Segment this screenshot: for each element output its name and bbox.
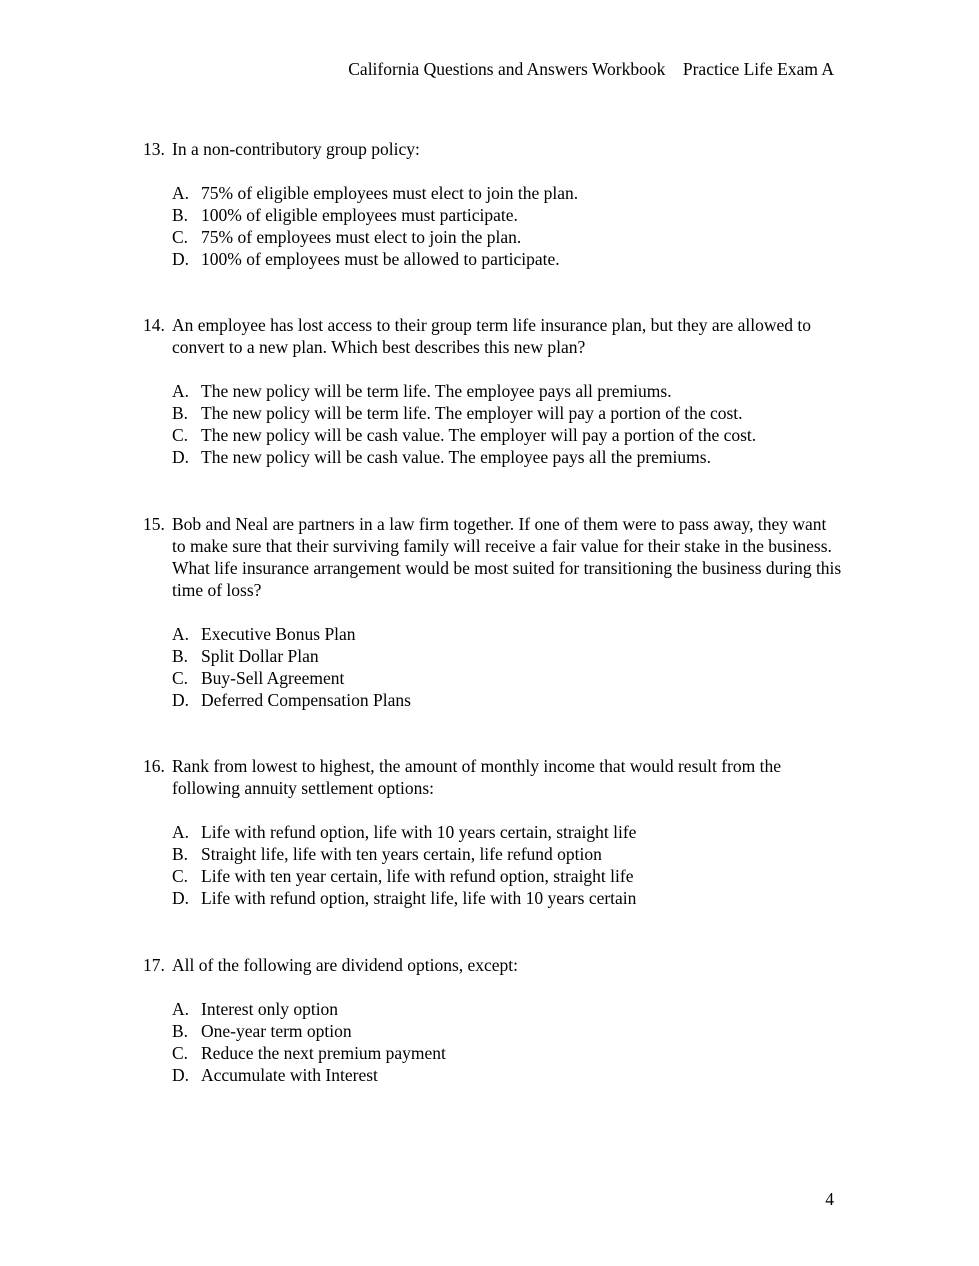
option-d — [172, 689, 843, 711]
option-c — [172, 865, 843, 887]
option-a — [172, 182, 843, 204]
option-letter: A. — [172, 381, 190, 401]
question-13 — [143, 138, 843, 270]
option-letter: D. — [172, 888, 190, 908]
question-text: All of the following are dividend options, except: — [172, 955, 519, 975]
question-stem — [143, 755, 843, 799]
page-number: 4 — [825, 1189, 834, 1209]
option-letter: A. — [172, 183, 190, 203]
option-letter: B. — [172, 1021, 189, 1041]
option-text: The new policy will be cash value. The employer will pay a portion of the cost. — [201, 425, 757, 445]
answer-options — [172, 623, 843, 711]
option-letter: D. — [172, 249, 190, 269]
option-letter: B. — [172, 646, 189, 666]
option-letter: B. — [172, 403, 189, 423]
option-letter: A. — [172, 822, 190, 842]
page-header — [348, 58, 834, 80]
question-stem — [143, 138, 843, 160]
question-number: 17. — [143, 955, 165, 975]
option-d — [172, 248, 843, 270]
option-text: Deferred Compensation Plans — [201, 690, 411, 710]
question-17 — [143, 954, 843, 1086]
option-letter: D. — [172, 690, 190, 710]
option-text: Executive Bonus Plan — [201, 624, 356, 644]
option-letter: C. — [172, 1043, 189, 1063]
option-letter: C. — [172, 866, 189, 886]
option-text: Life with refund option, straight life, life with 10 years certain — [201, 888, 637, 908]
question-text: An employee has lost access to their group term life insurance plan, but they are allowed to convert to a new plan. Which best describes this new plan? — [172, 315, 812, 357]
option-letter: D. — [172, 1065, 190, 1085]
exam-title: Practice Life Exam A — [682, 59, 834, 79]
answer-options — [172, 998, 843, 1086]
option-text: Interest only option — [201, 999, 339, 1019]
option-b — [172, 402, 843, 424]
question-text: In a non-contributory group policy: — [172, 139, 420, 159]
option-b — [172, 645, 843, 667]
option-c — [172, 226, 843, 248]
question-15 — [143, 513, 843, 711]
option-text: Accumulate with Interest — [201, 1065, 378, 1085]
option-a — [172, 380, 843, 402]
option-text: 100% of eligible employees must participate. — [201, 205, 518, 225]
option-b — [172, 204, 843, 226]
option-text: Buy-Sell Agreement — [201, 668, 345, 688]
option-text: Reduce the next premium payment — [201, 1043, 446, 1063]
question-text: Rank from lowest to highest, the amount of monthly income that would result from the following annuity settlement options: — [172, 756, 781, 798]
question-number: 16. — [143, 756, 165, 776]
option-letter: C. — [172, 227, 189, 247]
answer-options — [172, 821, 843, 909]
option-text: The new policy will be cash value. The employee pays all the premiums. — [201, 447, 711, 467]
option-letter: C. — [172, 668, 189, 688]
question-number: 14. — [143, 315, 165, 335]
option-text: One-year term option — [201, 1021, 352, 1041]
option-text: Split Dollar Plan — [201, 646, 319, 666]
option-letter: C. — [172, 425, 189, 445]
question-stem — [143, 314, 843, 358]
question-text: Bob and Neal are partners in a law firm together. If one of them were to pass away, they want to make sure that their surviving family will receive a fair value for their stake in the business. What life insurance arrangement would be most suited for transitioning the business during this time of loss? — [172, 514, 842, 600]
option-letter: B. — [172, 844, 189, 864]
option-c — [172, 424, 843, 446]
option-text: The new policy will be term life. The employer will pay a portion of the cost. — [201, 403, 743, 423]
question-number: 15. — [143, 514, 165, 534]
answer-options — [172, 182, 843, 270]
option-a — [172, 623, 843, 645]
option-c — [172, 667, 843, 689]
question-number: 13. — [143, 139, 165, 159]
option-letter: D. — [172, 447, 190, 467]
option-text: 100% of employees must be allowed to participate. — [201, 249, 560, 269]
option-d — [172, 1064, 843, 1086]
option-c — [172, 1042, 843, 1064]
option-text: 75% of eligible employees must elect to join the plan. — [201, 183, 579, 203]
option-text: 75% of employees must elect to join the plan. — [201, 227, 522, 247]
option-letter: B. — [172, 205, 189, 225]
option-text: The new policy will be term life. The employee pays all premiums. — [201, 381, 672, 401]
option-text: Life with ten year certain, life with refund option, straight life — [201, 866, 634, 886]
option-b — [172, 1020, 843, 1042]
option-text: Straight life, life with ten years certain, life refund option — [201, 844, 602, 864]
question-stem — [143, 954, 843, 976]
option-letter: A. — [172, 624, 190, 644]
question-14 — [143, 314, 843, 468]
workbook-title: California Questions and Answers Workbook — [348, 59, 666, 79]
question-16 — [143, 755, 843, 909]
option-d — [172, 446, 843, 468]
option-d — [172, 887, 843, 909]
option-a — [172, 998, 843, 1020]
option-a — [172, 821, 843, 843]
question-stem — [143, 513, 843, 601]
option-letter: A. — [172, 999, 190, 1019]
answer-options — [172, 380, 843, 468]
option-b — [172, 843, 843, 865]
option-text: Life with refund option, life with 10 years certain, straight life — [201, 822, 637, 842]
